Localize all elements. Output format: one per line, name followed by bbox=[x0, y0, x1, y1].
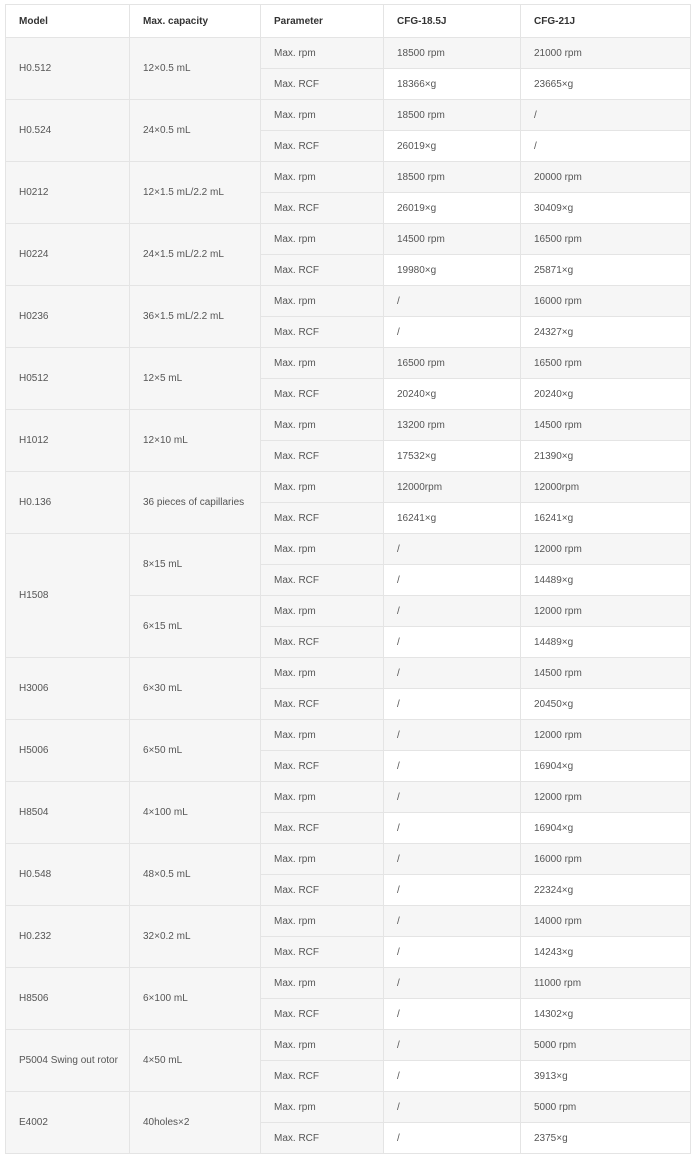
model-cell: H0.136 bbox=[6, 472, 130, 534]
cfg-18-5j-value: 16500 rpm bbox=[384, 348, 521, 379]
header-capacity: Max. capacity bbox=[130, 5, 261, 38]
capacity-cell: 32×0.2 mL bbox=[130, 906, 261, 968]
cfg-21j-value: 16000 rpm bbox=[521, 286, 691, 317]
capacity-cell: 40holes×2 bbox=[130, 1092, 261, 1154]
parameter-cell: Max. RCF bbox=[261, 1123, 384, 1154]
cfg-18-5j-value: / bbox=[384, 999, 521, 1030]
parameter-cell: Max. RCF bbox=[261, 565, 384, 596]
cfg-18-5j-value: / bbox=[384, 782, 521, 813]
cfg-18-5j-value: / bbox=[384, 875, 521, 906]
cfg-21j-value: 12000 rpm bbox=[521, 720, 691, 751]
cfg-21j-value: 25871×g bbox=[521, 255, 691, 286]
table-row bbox=[6, 38, 691, 69]
cfg-21j-value: 14489×g bbox=[521, 627, 691, 658]
capacity-cell: 12×0.5 mL bbox=[130, 38, 261, 100]
cfg-18-5j-value: / bbox=[384, 937, 521, 968]
capacity-cell: 36 pieces of capillaries bbox=[130, 472, 261, 534]
parameter-cell: Max. rpm bbox=[261, 286, 384, 317]
capacity-cell: 6×50 mL bbox=[130, 720, 261, 782]
table-row bbox=[6, 968, 691, 999]
cfg-18-5j-value: 14500 rpm bbox=[384, 224, 521, 255]
cfg-21j-value: / bbox=[521, 100, 691, 131]
cfg-21j-value: 14500 rpm bbox=[521, 410, 691, 441]
cfg-21j-value: 14243×g bbox=[521, 937, 691, 968]
cfg-21j-value: 20240×g bbox=[521, 379, 691, 410]
cfg-18-5j-value: 18500 rpm bbox=[384, 100, 521, 131]
table-row bbox=[6, 224, 691, 255]
table-row bbox=[6, 100, 691, 131]
capacity-cell: 24×1.5 mL/2.2 mL bbox=[130, 224, 261, 286]
cfg-21j-value: 22324×g bbox=[521, 875, 691, 906]
cfg-18-5j-value: 19980×g bbox=[384, 255, 521, 286]
parameter-cell: Max. RCF bbox=[261, 441, 384, 472]
model-cell: H0212 bbox=[6, 162, 130, 224]
parameter-cell: Max. RCF bbox=[261, 503, 384, 534]
table-row bbox=[6, 720, 691, 751]
cfg-21j-value: 2375×g bbox=[521, 1123, 691, 1154]
parameter-cell: Max. RCF bbox=[261, 69, 384, 100]
model-cell: E4002 bbox=[6, 1092, 130, 1154]
parameter-cell: Max. RCF bbox=[261, 317, 384, 348]
cfg-21j-value: 23665×g bbox=[521, 69, 691, 100]
model-cell: H1012 bbox=[6, 410, 130, 472]
model-cell: H0.512 bbox=[6, 38, 130, 100]
parameter-cell: Max. rpm bbox=[261, 906, 384, 937]
table-row bbox=[6, 906, 691, 937]
cfg-21j-value: 14500 rpm bbox=[521, 658, 691, 689]
parameter-cell: Max. rpm bbox=[261, 534, 384, 565]
capacity-cell: 12×1.5 mL/2.2 mL bbox=[130, 162, 261, 224]
parameter-cell: Max. RCF bbox=[261, 937, 384, 968]
cfg-18-5j-value: / bbox=[384, 813, 521, 844]
parameter-cell: Max. RCF bbox=[261, 689, 384, 720]
capacity-cell: 12×5 mL bbox=[130, 348, 261, 410]
parameter-cell: Max. rpm bbox=[261, 844, 384, 875]
cfg-18-5j-value: 17532×g bbox=[384, 441, 521, 472]
cfg-18-5j-value: 26019×g bbox=[384, 193, 521, 224]
capacity-cell: 8×15 mL bbox=[130, 534, 261, 596]
model-cell: H0.524 bbox=[6, 100, 130, 162]
cfg-21j-value: 20000 rpm bbox=[521, 162, 691, 193]
cfg-18-5j-value: / bbox=[384, 627, 521, 658]
parameter-cell: Max. rpm bbox=[261, 1030, 384, 1061]
table-row bbox=[6, 410, 691, 441]
table-row bbox=[6, 162, 691, 193]
cfg-21j-value: 12000 rpm bbox=[521, 534, 691, 565]
cfg-21j-value: 16500 rpm bbox=[521, 224, 691, 255]
parameter-cell: Max. RCF bbox=[261, 255, 384, 286]
parameter-cell: Max. rpm bbox=[261, 472, 384, 503]
parameter-cell: Max. rpm bbox=[261, 596, 384, 627]
cfg-21j-value: 14000 rpm bbox=[521, 906, 691, 937]
cfg-21j-value: 21390×g bbox=[521, 441, 691, 472]
parameter-cell: Max. rpm bbox=[261, 410, 384, 441]
cfg-21j-value: 24327×g bbox=[521, 317, 691, 348]
header-cfg-21j: CFG-21J bbox=[521, 5, 691, 38]
cfg-21j-value: 5000 rpm bbox=[521, 1030, 691, 1061]
cfg-21j-value: 5000 rpm bbox=[521, 1092, 691, 1123]
header-cfg-18-5j: CFG-18.5J bbox=[384, 5, 521, 38]
table-row bbox=[6, 844, 691, 875]
model-cell: H8506 bbox=[6, 968, 130, 1030]
cfg-18-5j-value: / bbox=[384, 1092, 521, 1123]
model-cell: H8504 bbox=[6, 782, 130, 844]
centrifuge-spec-table bbox=[5, 4, 691, 1154]
cfg-18-5j-value: 26019×g bbox=[384, 131, 521, 162]
cfg-18-5j-value: / bbox=[384, 968, 521, 999]
table-body bbox=[6, 38, 691, 1154]
capacity-cell: 4×100 mL bbox=[130, 782, 261, 844]
capacity-cell: 6×100 mL bbox=[130, 968, 261, 1030]
cfg-21j-value: 16500 rpm bbox=[521, 348, 691, 379]
model-cell: H0224 bbox=[6, 224, 130, 286]
capacity-cell: 24×0.5 mL bbox=[130, 100, 261, 162]
spec-table-container bbox=[5, 4, 690, 1154]
cfg-18-5j-value: 16241×g bbox=[384, 503, 521, 534]
cfg-18-5j-value: / bbox=[384, 565, 521, 596]
cfg-21j-value: 14302×g bbox=[521, 999, 691, 1030]
cfg-21j-value: 3913×g bbox=[521, 1061, 691, 1092]
table-row bbox=[6, 472, 691, 503]
parameter-cell: Max. rpm bbox=[261, 162, 384, 193]
model-cell: H0.232 bbox=[6, 906, 130, 968]
cfg-21j-value: 14489×g bbox=[521, 565, 691, 596]
cfg-21j-value: 12000 rpm bbox=[521, 782, 691, 813]
cfg-18-5j-value: 13200 rpm bbox=[384, 410, 521, 441]
cfg-21j-value: 16904×g bbox=[521, 751, 691, 782]
parameter-cell: Max. RCF bbox=[261, 193, 384, 224]
parameter-cell: Max. RCF bbox=[261, 999, 384, 1030]
header-model: Model bbox=[6, 5, 130, 38]
model-cell: H0512 bbox=[6, 348, 130, 410]
cfg-18-5j-value: / bbox=[384, 720, 521, 751]
parameter-cell: Max. RCF bbox=[261, 751, 384, 782]
capacity-cell: 4×50 mL bbox=[130, 1030, 261, 1092]
cfg-18-5j-value: / bbox=[384, 844, 521, 875]
model-cell: H0.548 bbox=[6, 844, 130, 906]
table-row bbox=[6, 1030, 691, 1061]
model-cell: H5006 bbox=[6, 720, 130, 782]
table-row bbox=[6, 286, 691, 317]
parameter-cell: Max. RCF bbox=[261, 131, 384, 162]
cfg-18-5j-value: / bbox=[384, 534, 521, 565]
cfg-18-5j-value: / bbox=[384, 1030, 521, 1061]
cfg-18-5j-value: 20240×g bbox=[384, 379, 521, 410]
table-row bbox=[6, 534, 691, 565]
cfg-18-5j-value: / bbox=[384, 596, 521, 627]
cfg-18-5j-value: / bbox=[384, 658, 521, 689]
parameter-cell: Max. rpm bbox=[261, 100, 384, 131]
model-cell: H3006 bbox=[6, 658, 130, 720]
cfg-18-5j-value: / bbox=[384, 751, 521, 782]
table-header-row bbox=[6, 5, 691, 38]
parameter-cell: Max. RCF bbox=[261, 379, 384, 410]
model-cell: H1508 bbox=[6, 534, 130, 658]
cfg-18-5j-value: 12000rpm bbox=[384, 472, 521, 503]
cfg-18-5j-value: / bbox=[384, 906, 521, 937]
capacity-cell: 36×1.5 mL/2.2 mL bbox=[130, 286, 261, 348]
parameter-cell: Max. rpm bbox=[261, 1092, 384, 1123]
parameter-cell: Max. rpm bbox=[261, 720, 384, 751]
cfg-21j-value: / bbox=[521, 131, 691, 162]
parameter-cell: Max. rpm bbox=[261, 348, 384, 379]
parameter-cell: Max. RCF bbox=[261, 875, 384, 906]
model-cell: H0236 bbox=[6, 286, 130, 348]
cfg-21j-value: 20450×g bbox=[521, 689, 691, 720]
parameter-cell: Max. rpm bbox=[261, 968, 384, 999]
parameter-cell: Max. RCF bbox=[261, 627, 384, 658]
capacity-cell: 6×30 mL bbox=[130, 658, 261, 720]
cfg-18-5j-value: / bbox=[384, 1061, 521, 1092]
table-row bbox=[6, 1092, 691, 1123]
cfg-21j-value: 16904×g bbox=[521, 813, 691, 844]
cfg-18-5j-value: 18500 rpm bbox=[384, 38, 521, 69]
header-parameter: Parameter bbox=[261, 5, 384, 38]
model-cell: P5004 Swing out rotor bbox=[6, 1030, 130, 1092]
cfg-18-5j-value: / bbox=[384, 286, 521, 317]
cfg-18-5j-value: 18366×g bbox=[384, 69, 521, 100]
capacity-cell: 48×0.5 mL bbox=[130, 844, 261, 906]
table-row bbox=[6, 658, 691, 689]
cfg-21j-value: 16241×g bbox=[521, 503, 691, 534]
cfg-18-5j-value: / bbox=[384, 689, 521, 720]
cfg-18-5j-value: / bbox=[384, 1123, 521, 1154]
cfg-18-5j-value: / bbox=[384, 317, 521, 348]
table-row bbox=[6, 782, 691, 813]
parameter-cell: Max. rpm bbox=[261, 782, 384, 813]
cfg-18-5j-value: 18500 rpm bbox=[384, 162, 521, 193]
capacity-cell: 12×10 mL bbox=[130, 410, 261, 472]
cfg-21j-value: 11000 rpm bbox=[521, 968, 691, 999]
parameter-cell: Max. rpm bbox=[261, 658, 384, 689]
cfg-21j-value: 21000 rpm bbox=[521, 38, 691, 69]
parameter-cell: Max. RCF bbox=[261, 1061, 384, 1092]
cfg-21j-value: 12000 rpm bbox=[521, 596, 691, 627]
parameter-cell: Max. rpm bbox=[261, 224, 384, 255]
capacity-cell: 6×15 mL bbox=[130, 596, 261, 658]
table-row bbox=[6, 348, 691, 379]
cfg-21j-value: 30409×g bbox=[521, 193, 691, 224]
parameter-cell: Max. rpm bbox=[261, 38, 384, 69]
cfg-21j-value: 12000rpm bbox=[521, 472, 691, 503]
cfg-21j-value: 16000 rpm bbox=[521, 844, 691, 875]
parameter-cell: Max. RCF bbox=[261, 813, 384, 844]
